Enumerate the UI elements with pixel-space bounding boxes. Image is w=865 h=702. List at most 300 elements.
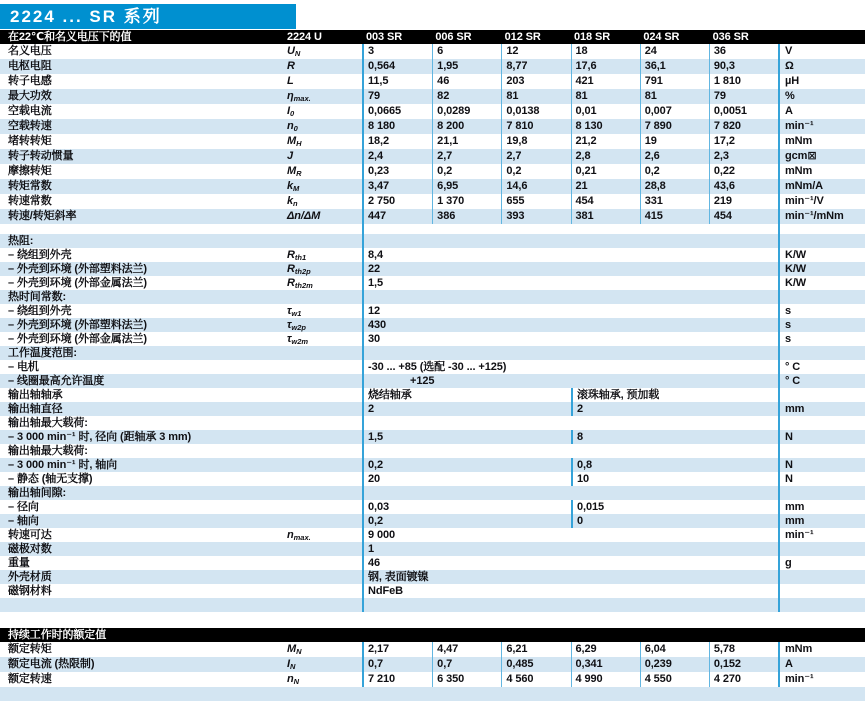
ratings-table	[0, 642, 865, 701]
values	[362, 209, 778, 224]
symbol-subscript: w1	[291, 309, 302, 318]
column-header: 006 SR	[435, 31, 472, 43]
value-cell-left: 0,2	[368, 459, 383, 471]
value-cell: 0,2	[432, 164, 501, 179]
unit-label: mNm	[778, 134, 865, 149]
row-label: 输出轴轴承	[8, 389, 63, 401]
values	[362, 234, 778, 248]
unit-label: g	[778, 556, 865, 570]
value-cell: 90,3	[709, 59, 778, 74]
symbol	[283, 486, 362, 500]
unit-label: N	[778, 430, 865, 444]
table-row	[0, 104, 865, 119]
series-title: 2224 ... SR 系列	[10, 7, 162, 26]
symbol	[283, 194, 362, 209]
unit-label: K/W	[778, 262, 865, 276]
symbol	[283, 164, 362, 179]
value-cell: 18,2	[368, 135, 390, 147]
values	[362, 360, 778, 374]
symbol	[283, 119, 362, 134]
value-cell-right: 0,015	[571, 500, 778, 514]
value-cell: 0,2	[640, 164, 709, 179]
symbol-subscript: max.	[293, 533, 311, 542]
values	[362, 657, 778, 672]
symbol	[283, 248, 362, 262]
symbol	[283, 234, 362, 248]
values	[362, 74, 778, 89]
value-cell-left: 1,5	[368, 431, 383, 443]
unit-label: mm	[778, 402, 865, 416]
symbol	[283, 672, 362, 687]
value-cell: 17,6	[571, 59, 640, 74]
value-cell: 0,0051	[709, 104, 778, 119]
value-cell: 8 200	[432, 119, 501, 134]
value-cell: 46	[368, 557, 381, 569]
symbol-subscript: 0	[289, 109, 295, 118]
value-cell: 14,6	[501, 179, 570, 194]
table-row	[0, 584, 865, 598]
ratings-label: 持续工作时的额定值	[8, 629, 107, 641]
values	[362, 472, 778, 486]
row-label: 摩擦转矩	[8, 165, 52, 177]
symbol	[283, 388, 362, 402]
value-cell: 0,007	[640, 104, 709, 119]
unit-label: s	[778, 318, 865, 332]
row-label: 外壳材质	[8, 571, 52, 583]
table-row	[0, 59, 865, 74]
table-row	[0, 642, 865, 657]
unit-label	[778, 486, 865, 500]
values	[362, 179, 778, 194]
unit-label: min⁻¹/mNm	[778, 209, 865, 224]
table-row	[0, 472, 865, 486]
unit-label: mNm	[778, 642, 865, 657]
unit-label: mNm/A	[778, 179, 865, 194]
values	[362, 598, 778, 612]
value-cell: 79	[368, 90, 381, 102]
symbol-main: I	[287, 105, 290, 117]
column-header: 024 SR	[643, 31, 680, 43]
symbol-main: M	[287, 643, 297, 655]
unit-label	[778, 290, 865, 304]
symbol	[283, 472, 362, 486]
row-label: 输出轴最大载荷:	[8, 417, 88, 429]
table-row	[0, 402, 865, 416]
row-label: 额定转矩	[8, 643, 52, 655]
value-cell: 0,23	[368, 165, 390, 177]
section-row	[0, 416, 865, 430]
symbol	[283, 500, 362, 514]
values	[362, 687, 778, 701]
value-cell: 19	[640, 134, 709, 149]
values	[362, 556, 778, 570]
conditions-label: 在22℃和名义电压下的值	[8, 31, 132, 43]
value-cell: 2,8	[571, 149, 640, 164]
value-cell: 4,47	[432, 642, 501, 657]
column-header: 012 SR	[504, 31, 541, 43]
table-row	[0, 332, 865, 346]
table-row	[0, 179, 865, 194]
symbol-subscript: w2p	[291, 323, 306, 332]
value-cell: 0,239	[640, 657, 709, 672]
values	[362, 44, 778, 59]
values	[362, 318, 778, 332]
table-row	[0, 360, 865, 374]
value-cell: 2,4	[368, 150, 383, 162]
symbol-subscript: M	[293, 184, 300, 193]
values	[362, 416, 778, 430]
value-cell: 0,21	[571, 164, 640, 179]
values	[362, 276, 778, 290]
symbol-main: k	[287, 180, 294, 192]
value-cell: 381	[571, 209, 640, 224]
row-label: 转子转动惯量	[8, 150, 74, 162]
symbol	[283, 657, 362, 672]
unit-label	[778, 598, 865, 612]
value-cell-right: 8	[571, 430, 778, 444]
symbol	[283, 89, 362, 104]
values	[362, 584, 778, 598]
row-label: 转速可达	[8, 529, 52, 541]
values	[362, 119, 778, 134]
symbol	[283, 687, 362, 701]
table-row	[0, 276, 865, 290]
row-label: – 外壳到环境 (外部塑料法兰)	[8, 263, 147, 275]
value-cell: 2 750	[368, 195, 396, 207]
value-cell: 12	[501, 44, 570, 59]
value-cell: 7 810	[501, 119, 570, 134]
value-cell: 0,485	[501, 657, 570, 672]
unit-label: s	[778, 304, 865, 318]
values	[362, 149, 778, 164]
row-label: 空载转速	[8, 120, 52, 132]
value-cell: 36	[709, 44, 778, 59]
unit-label: %	[778, 89, 865, 104]
value-cell: 2,3	[709, 149, 778, 164]
symbol	[283, 360, 362, 374]
values	[362, 304, 778, 318]
symbol	[283, 262, 362, 276]
row-label: 额定转速	[8, 673, 52, 685]
symbol	[283, 556, 362, 570]
row-label: 热时间常数:	[8, 291, 67, 303]
value-cell: 415	[640, 209, 709, 224]
table-row	[0, 514, 865, 528]
table-row	[0, 542, 865, 556]
table-row	[0, 672, 865, 687]
value-cell: 3,47	[368, 180, 390, 192]
value-cell: 21,1	[432, 134, 501, 149]
value-cell: 81	[640, 89, 709, 104]
value-cell: 18	[571, 44, 640, 59]
table-row	[0, 430, 865, 444]
value-cell: 2,7	[432, 149, 501, 164]
symbol-subscript: th2p	[294, 267, 311, 276]
value-cell: 8 180	[368, 120, 396, 132]
row-label: 工作温度范围:	[8, 347, 77, 359]
value-cell: -30 ... +85 (选配 -30 ... +125)	[368, 361, 507, 373]
value-cell-left: 烧结轴承	[368, 389, 412, 401]
values	[362, 388, 778, 402]
symbol-subscript: N	[289, 662, 296, 671]
symbol-main: R	[287, 277, 295, 289]
section-row	[0, 444, 865, 458]
value-cell: 1 810	[709, 74, 778, 89]
row-label: 堵转转矩	[8, 135, 52, 147]
values	[362, 570, 778, 584]
values	[362, 444, 778, 458]
symbol	[283, 304, 362, 318]
symbol-subscript: N	[293, 677, 300, 686]
value-cell: 454	[571, 194, 640, 209]
value-cell: 0,0665	[368, 105, 402, 117]
section-row	[0, 346, 865, 360]
symbol-main: L	[287, 75, 294, 87]
row-label: – 外壳到环境 (外部塑料法兰)	[8, 319, 147, 331]
symbol	[283, 374, 362, 388]
values	[362, 458, 778, 472]
value-cell: 6,04	[640, 642, 709, 657]
row-label: 名义电压	[8, 45, 52, 57]
value-cell: 8,77	[501, 59, 570, 74]
unit-label: min⁻¹/V	[778, 194, 865, 209]
symbol-main: M	[287, 165, 297, 177]
row-label: 输出轴最大载荷:	[8, 445, 88, 457]
unit-label	[778, 584, 865, 598]
row-label: – 3 000 min⁻¹ 时, 轴向	[8, 459, 118, 471]
unit-label: min⁻¹	[778, 119, 865, 134]
variant-column-headers	[362, 30, 778, 44]
symbol-subscript: H	[296, 139, 302, 148]
symbol	[283, 570, 362, 584]
column-header: 003 SR	[366, 31, 403, 43]
value-cell: 17,2	[709, 134, 778, 149]
symbol-main: R	[287, 263, 295, 275]
symbol	[283, 44, 362, 59]
unit-label: A	[778, 104, 865, 119]
unit-label: ° C	[778, 374, 865, 388]
unit-label	[778, 542, 865, 556]
table-row	[0, 500, 865, 514]
symbol-subscript: th2m	[294, 281, 313, 290]
value-cell: 22	[368, 263, 381, 275]
ratings-header-bar	[0, 628, 865, 642]
unit-label: N	[778, 458, 865, 472]
row-label: 磁钢材料	[8, 585, 52, 597]
row-label: 空载电流	[8, 105, 52, 117]
symbol-main: n	[287, 120, 294, 132]
value-cell: 0,7	[432, 657, 501, 672]
value-cell: 4 560	[501, 672, 570, 687]
symbol-main: τ	[287, 319, 292, 331]
symbol-main: τ	[287, 333, 292, 345]
value-cell: 82	[432, 89, 501, 104]
row-label: 重量	[8, 557, 30, 569]
symbol-main: n	[287, 529, 294, 541]
unit-label: mm	[778, 500, 865, 514]
values	[362, 59, 778, 74]
value-cell: 0,2	[501, 164, 570, 179]
table-row	[0, 209, 865, 224]
value-cell: 2,17	[368, 643, 390, 655]
symbol	[283, 59, 362, 74]
unit-label: K/W	[778, 276, 865, 290]
value-cell: 1	[368, 543, 375, 555]
value-cell: 79	[709, 89, 778, 104]
symbol	[283, 104, 362, 119]
values	[362, 224, 778, 234]
table-row	[0, 304, 865, 318]
section-row	[0, 234, 865, 248]
unit-label: K/W	[778, 248, 865, 262]
symbol	[283, 224, 362, 234]
values	[362, 332, 778, 346]
symbol-subscript: n	[293, 199, 298, 208]
row-label: – 3 000 min⁻¹ 时, 径向 (距轴承 3 mm)	[8, 431, 192, 443]
value-cell-right: 0,8	[571, 458, 778, 472]
table-row	[0, 44, 865, 59]
value-cell: 0,0138	[501, 104, 570, 119]
unit-label	[778, 687, 865, 701]
unit-label	[778, 388, 865, 402]
value-cell: 7 890	[640, 119, 709, 134]
values	[362, 194, 778, 209]
row-label: – 绕组到外壳	[8, 249, 72, 261]
value-cell: 12	[368, 305, 381, 317]
table-row	[0, 556, 865, 570]
value-cell: 0,152	[709, 657, 778, 672]
row-label: 转速/转矩斜率	[8, 210, 77, 222]
symbol	[283, 209, 362, 224]
value-cell: 8,4	[368, 249, 383, 261]
value-cell-right: 滚珠轴承, 预加载	[571, 388, 778, 402]
symbol	[283, 74, 362, 89]
row-label: 转矩常数	[8, 180, 52, 192]
value-cell-right: 2	[571, 402, 778, 416]
section-row	[0, 486, 865, 500]
conditions-header-bar	[0, 30, 865, 44]
values	[362, 164, 778, 179]
value-cell: 430	[368, 319, 387, 331]
value-cell: 0,564	[368, 60, 396, 72]
value-cell: 0,22	[709, 164, 778, 179]
unit-label	[778, 224, 865, 234]
values	[362, 134, 778, 149]
symbol-main: J	[287, 150, 294, 162]
value-cell: 7 820	[709, 119, 778, 134]
row-label: – 电机	[8, 361, 39, 373]
unit-label: gcm⊠	[778, 149, 865, 164]
table-row	[0, 570, 865, 584]
unit-label	[778, 234, 865, 248]
section-row	[0, 290, 865, 304]
value-cell: 28,8	[640, 179, 709, 194]
symbol	[283, 346, 362, 360]
values	[362, 402, 778, 416]
value-cell: 4 270	[709, 672, 778, 687]
symbol	[283, 444, 362, 458]
row-label: – 外壳到环境 (外部金属法兰)	[8, 333, 147, 345]
unit-label: min⁻¹	[778, 528, 865, 542]
table-row	[0, 164, 865, 179]
section-gap	[0, 612, 865, 628]
unit-label: min⁻¹	[778, 672, 865, 687]
series-title-bar	[0, 4, 296, 29]
symbol	[283, 458, 362, 472]
unit-label: mm	[778, 514, 865, 528]
value-cell: 791	[640, 74, 709, 89]
unit-label: s	[778, 332, 865, 346]
value-cell: 11,5	[368, 75, 389, 87]
value-cell: 7 210	[368, 673, 396, 685]
column-header: 036 SR	[712, 31, 749, 43]
row-label	[0, 687, 283, 701]
row-label: – 外壳到环境 (外部金属法兰)	[8, 277, 147, 289]
unit-column-header-spacer	[778, 30, 865, 44]
symbol-main: n	[287, 673, 294, 685]
values	[362, 374, 778, 388]
value-cell: 5,78	[709, 642, 778, 657]
value-cell: 0,01	[571, 104, 640, 119]
table-row	[0, 528, 865, 542]
symbol-subscript: max.	[293, 94, 311, 103]
unit-label: µH	[778, 74, 865, 89]
symbol	[283, 642, 362, 657]
value-cell: 36,1	[640, 59, 709, 74]
values	[362, 290, 778, 304]
row-label: 热阻:	[8, 235, 34, 247]
unit-label	[778, 416, 865, 430]
symbol	[283, 179, 362, 194]
value-cell: 421	[571, 74, 640, 89]
values	[362, 430, 778, 444]
symbol-main: R	[287, 60, 295, 72]
row-label: 最大功效	[8, 90, 52, 102]
column-header: 018 SR	[573, 31, 611, 43]
table-row	[0, 657, 865, 672]
value-cell: 4 990	[571, 672, 640, 687]
symbol	[283, 542, 362, 556]
value-cell: 81	[571, 89, 640, 104]
value-cell: 81	[501, 89, 570, 104]
value-cell-left: 0,2	[368, 515, 383, 527]
values	[362, 542, 778, 556]
row-label: 额定电流 (热限制)	[8, 658, 95, 670]
table-row	[0, 74, 865, 89]
value-cell: 46	[432, 74, 501, 89]
values	[362, 500, 778, 514]
symbol	[283, 584, 362, 598]
value-cell-left: 2	[368, 403, 375, 415]
values	[362, 486, 778, 500]
table-row	[0, 194, 865, 209]
table-row	[0, 149, 865, 164]
value-cell: 6 350	[432, 672, 501, 687]
symbol	[283, 416, 362, 430]
value-cell: +125	[410, 375, 435, 387]
table-row	[0, 388, 865, 402]
unit-label: N	[778, 472, 865, 486]
symbol	[283, 149, 362, 164]
value-cell: 21	[571, 179, 640, 194]
value-cell: 393	[501, 209, 570, 224]
value-cell: 3	[368, 45, 375, 57]
table-row	[0, 262, 865, 276]
symbol	[283, 276, 362, 290]
value-cell: 2,6	[640, 149, 709, 164]
value-cell: 30	[368, 333, 381, 345]
symbol-subscript: w2m	[291, 337, 309, 346]
